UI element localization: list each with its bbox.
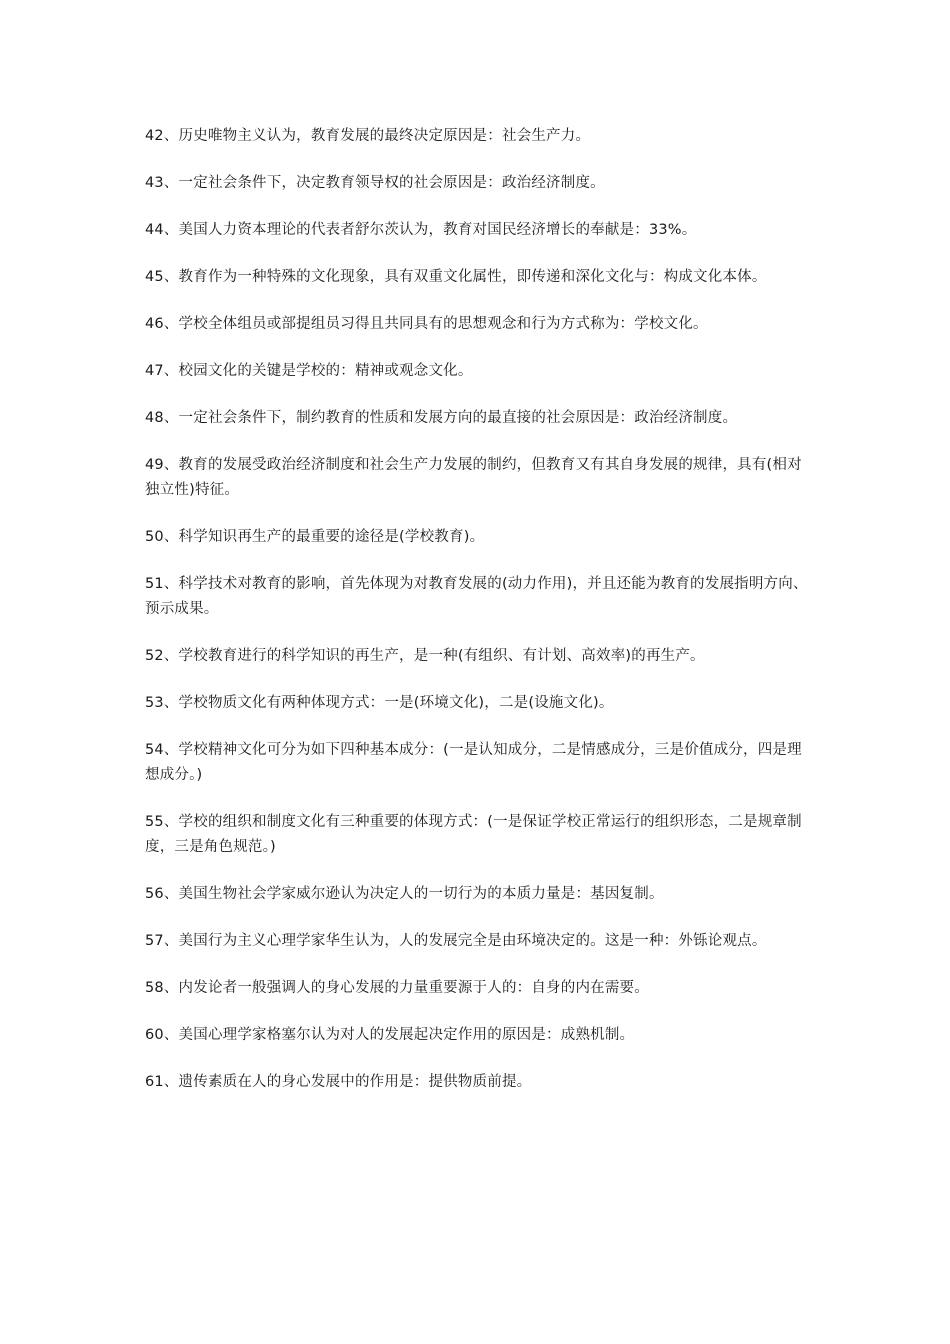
list-item: 58、内发论者一般强调人的身心发展的力量重要源于人的：自身的内在需要。 bbox=[145, 980, 649, 996]
list-item: 53、学校物质文化有两种体现方式：一是(环境文化)，二是(设施文化)。 bbox=[145, 695, 614, 711]
list-item: 47、校园文化的关键是学校的：精神或观念文化。 bbox=[145, 363, 473, 379]
list-item: 57、美国行为主义心理学家华生认为，人的发展完全是由环境决定的。这是一种：外铄论观点。 bbox=[145, 933, 767, 949]
list-item: 46、学校全体组员或部提组员习得且共同具有的思想观念和行为方式称为：学校文化。 bbox=[145, 316, 708, 332]
list-item: 44、美国人力资本理论的代表者舒尔茨认为，教育对国民经济增长的奉献是：33%。 bbox=[145, 222, 697, 238]
list-item: 55、学校的组织和制度文化有三种重要的体现方式：(一是保证学校正常运行的组织形态，二是规章制度，三是角色规范。) bbox=[145, 814, 802, 855]
list-item: 45、教育作为一种特殊的文化现象，具有双重文化属性，即传递和深化文化与：构成文化本体。 bbox=[145, 269, 767, 285]
list-item: 48、一定社会条件下，制约教育的性质和发展方向的最直接的社会原因是：政治经济制度。 bbox=[145, 410, 738, 426]
list-item: 60、美国心理学家格塞尔认为对人的发展起决定作用的原因是：成熟机制。 bbox=[145, 1027, 635, 1043]
list-item: 52、学校教育进行的科学知识的再生产，是一种(有组织、有计划、高效率)的再生产。 bbox=[145, 648, 705, 664]
list-item: 51、科学技术对教育的影响，首先体现为对教育发展的(动力作用)，并且还能为教育的发展指明方向、预示成果。 bbox=[145, 576, 808, 617]
list-item: 43、一定社会条件下，决定教育领导权的社会原因是：政治经济制度。 bbox=[145, 175, 605, 191]
list-item: 42、历史唯物主义认为，教育发展的最终决定原因是：社会生产力。 bbox=[145, 128, 591, 144]
list-item: 50、科学知识再生产的最重要的途径是(学校教育)。 bbox=[145, 529, 485, 545]
list-item: 54、学校精神文化可分为如下四种基本成分：(一是认知成分，二是情感成分，三是价值成分，四是理想成分。) bbox=[145, 742, 802, 783]
list-item: 49、教育的发展受政治经济制度和社会生产力发展的制约，但教育又有其自身发展的规律，具有(相对独立性)特征。 bbox=[145, 457, 802, 498]
list-item: 56、美国生物社会学家威尔逊认为决定人的一切行为的本质力量是：基因复制。 bbox=[145, 886, 664, 902]
document-body bbox=[145, 124, 813, 1117]
list-item: 61、遗传素质在人的身心发展中的作用是：提供物质前提。 bbox=[145, 1074, 532, 1090]
